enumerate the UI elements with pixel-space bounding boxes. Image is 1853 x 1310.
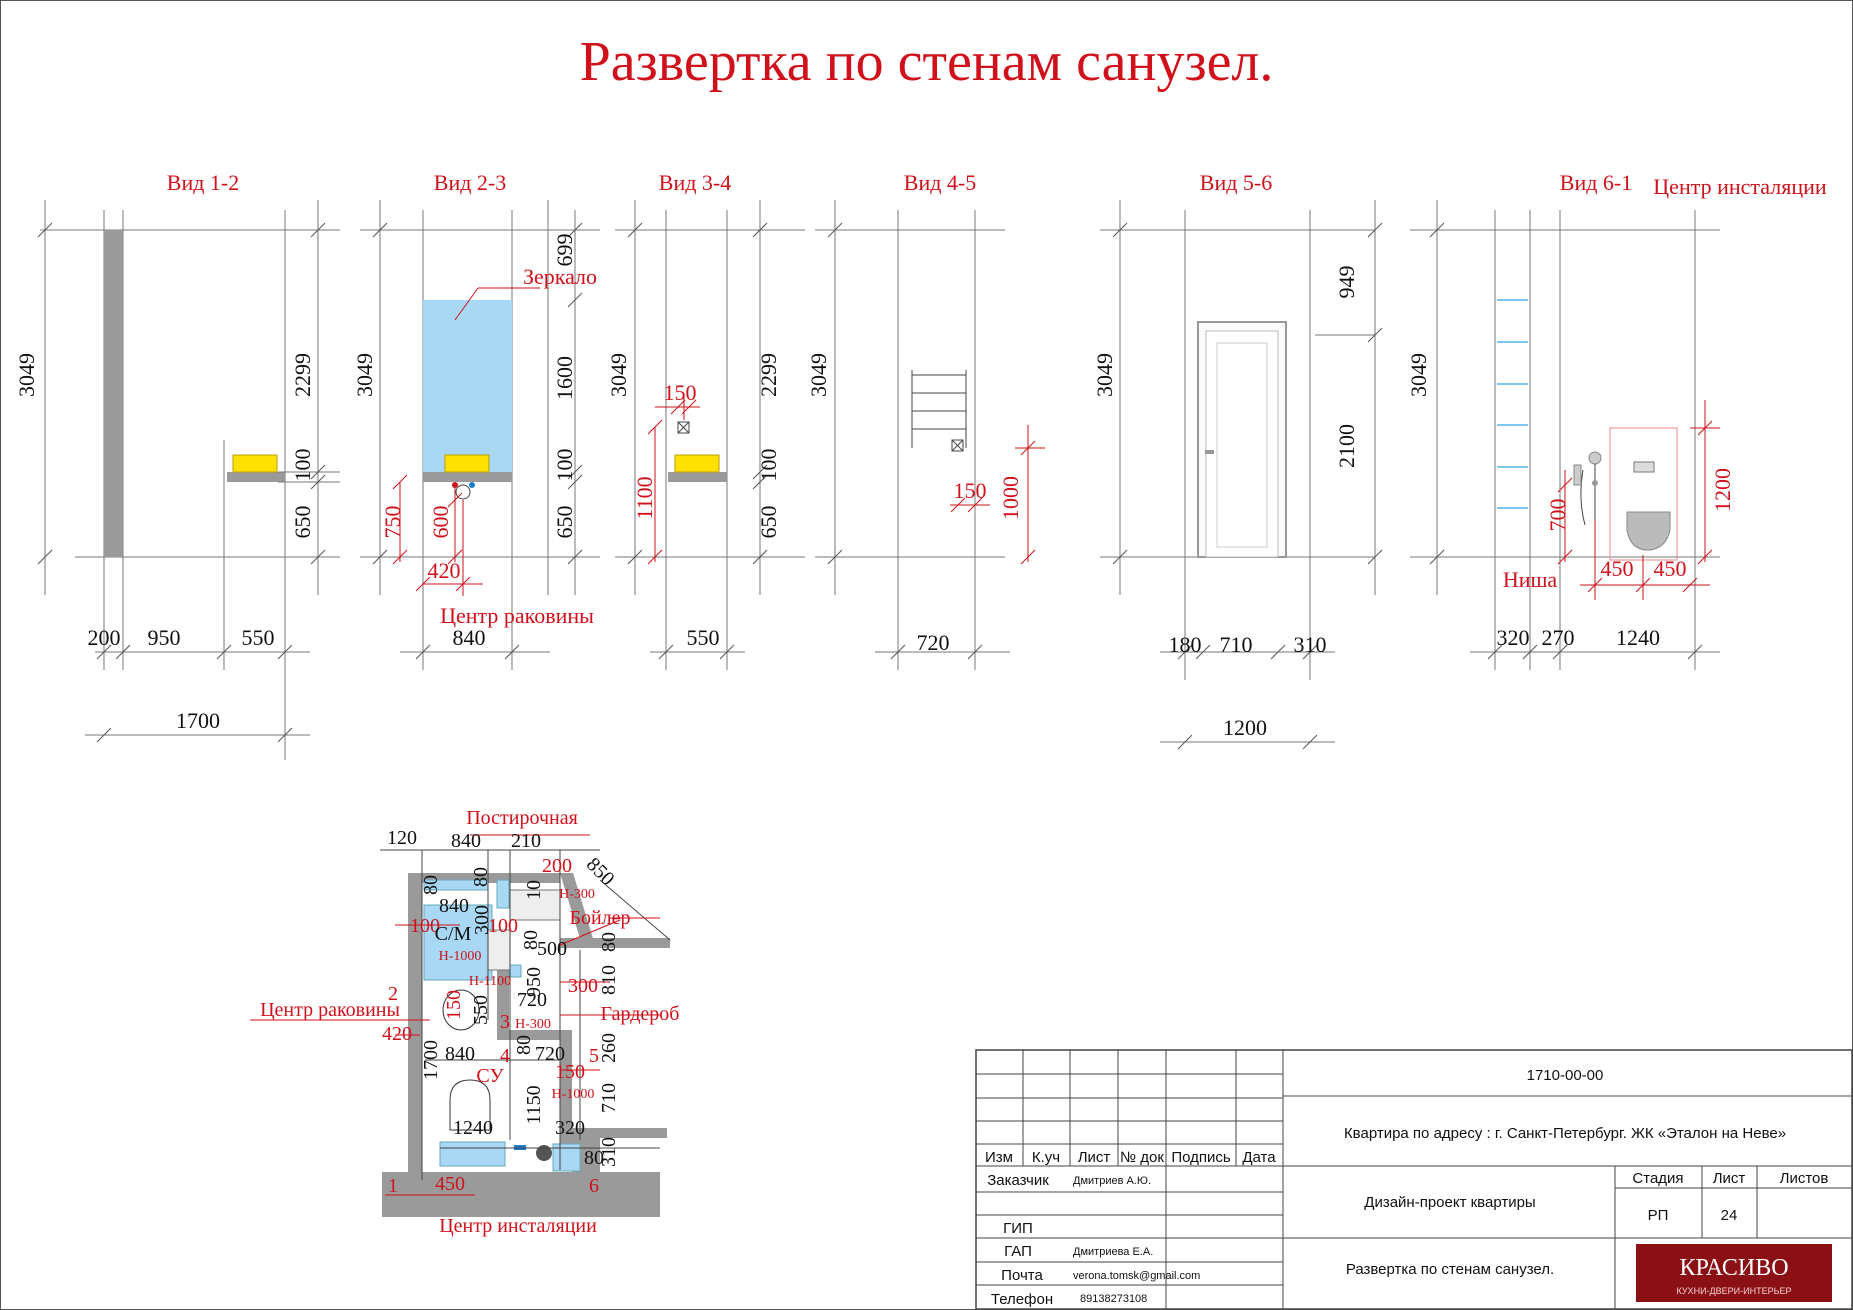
stage-value: РП (1647, 1207, 1669, 1224)
col-list: Лист (1077, 1149, 1111, 1166)
dim-2100: 2100 (1334, 424, 1359, 468)
plan-dim-80c: 80 (520, 930, 542, 950)
dim-height: 3049 (1092, 353, 1117, 397)
dim-550: 550 (686, 625, 720, 650)
col-doc: № док (1120, 1149, 1164, 1166)
plan-dim-80f: 80 (584, 1147, 604, 1169)
plan-dim-840b: 840 (445, 1043, 475, 1065)
plan-dim-80d: 80 (598, 932, 620, 952)
view-label-3-4: Вид 3-4 (658, 170, 732, 195)
view-label-1-2: Вид 1-2 (166, 170, 240, 195)
dim-100: 100 (756, 448, 781, 482)
plan-h300b: H-300 (515, 1017, 551, 1032)
plan-h1000a: H-1000 (438, 949, 482, 964)
plan-dim-80e: 80 (513, 1035, 535, 1055)
view-1-2 (14, 200, 340, 760)
dim-1200: 1200 (1223, 715, 1267, 740)
plan-install-center-label: Центр инсталяции (439, 1215, 597, 1237)
plan-dim-120: 120 (387, 827, 417, 849)
dim-750: 750 (380, 505, 405, 539)
flush-button-icon (1634, 462, 1654, 472)
dim-2299: 2299 (756, 353, 781, 397)
plan-dim-310: 310 (598, 1137, 620, 1167)
plan-dim-850: 850 (581, 853, 619, 891)
project-name: Дизайн-проект квартиры (1364, 1194, 1536, 1211)
plan-h300a: H-300 (559, 887, 595, 902)
plan-dim-1150: 1150 (523, 1085, 545, 1125)
plan-dim-840: 840 (439, 895, 469, 917)
plan-dim-500: 500 (537, 938, 567, 960)
dim-310: 310 (1293, 632, 1327, 657)
wall-section (104, 230, 123, 557)
mail-value: verona.tomsk@gmail.com (1073, 1270, 1201, 1282)
toilet-icon (1627, 512, 1670, 550)
plan-num-1: 1 (388, 1175, 398, 1197)
plan-num-6: 6 (589, 1175, 599, 1197)
plan-dim-100a: 100 (488, 915, 518, 937)
cold-water-icon (469, 482, 475, 488)
sink-icon (675, 455, 719, 472)
dim-1000: 1000 (998, 476, 1023, 520)
hot-water-icon (452, 482, 458, 488)
plan-dim-420: 420 (382, 1023, 412, 1045)
niche-label: Ниша (1502, 567, 1558, 592)
dim-height: 3049 (352, 353, 377, 397)
plan-dim-950: 950 (523, 967, 545, 997)
plan-dim-550: 550 (470, 995, 492, 1025)
gip-label: ГИП (1003, 1220, 1033, 1237)
install-center-note: Центр инсталяции (1653, 174, 1827, 199)
sink-icon (445, 455, 489, 472)
shower-icon (1574, 452, 1601, 525)
dim-1200: 1200 (1710, 468, 1735, 512)
customer-label: Заказчик (987, 1172, 1049, 1189)
dim-100: 100 (552, 448, 577, 482)
dim-710: 710 (1219, 632, 1253, 657)
plan-dim-100b: 100 (410, 915, 440, 937)
dim-200: 200 (87, 625, 121, 650)
col-sign: Подпись (1171, 1149, 1231, 1166)
plan-dim-300: 300 (471, 905, 493, 935)
dim-840: 840 (452, 625, 486, 650)
phone-value: 89138273108 (1080, 1293, 1148, 1305)
view-label-2-3: Вид 2-3 (433, 170, 507, 195)
drain-icon (536, 1145, 552, 1161)
dim-320: 320 (1496, 625, 1530, 650)
plan-dim-80a: 80 (420, 875, 442, 895)
dim-600: 600 (428, 505, 453, 539)
dim-1240: 1240 (1616, 625, 1660, 650)
dim-450-left: 450 (1600, 556, 1634, 581)
dim-700: 700 (1545, 498, 1570, 532)
view-4-5 (806, 200, 1045, 670)
view-label-4-5: Вид 4-5 (903, 170, 977, 195)
view-3-4 (606, 200, 805, 670)
mirror-label: Зеркало (522, 264, 598, 289)
dim-1100: 1100 (632, 476, 657, 520)
dim-650: 650 (290, 505, 315, 539)
wardrobe-label: Гардероб (600, 1003, 680, 1025)
plan-num-5: 5 (589, 1045, 599, 1067)
view-6-1 (1406, 200, 1735, 670)
title-block (976, 1050, 1852, 1309)
floor-plan (250, 807, 679, 1237)
sheet-value: 24 (1720, 1207, 1738, 1224)
dim-699: 699 (552, 233, 577, 267)
plan-sink-center-label: Центр раковины (260, 999, 400, 1021)
plan-dim-810: 810 (598, 965, 620, 995)
phone-label: Телефон (990, 1291, 1054, 1308)
view-label-5-6: Вид 5-6 (1199, 170, 1273, 195)
plan-dim-300: 300 (568, 975, 598, 997)
sink-center-label: Центр раковины (440, 603, 594, 628)
dim-420: 420 (427, 558, 461, 583)
plan-h1000b: H-1000 (551, 1087, 595, 1102)
plan-num-4: 4 (500, 1045, 510, 1067)
dim-height: 3049 (14, 353, 39, 397)
view-labels (167, 170, 1827, 199)
dim-650: 650 (552, 505, 577, 539)
col-izm: Изм (985, 1149, 1013, 1166)
dim-height: 3049 (806, 353, 831, 397)
plan-dim-260: 260 (598, 1033, 620, 1063)
dim-height: 3049 (1406, 353, 1431, 397)
plan-dim-450: 450 (435, 1173, 465, 1195)
counter-top (668, 472, 727, 482)
plan-dim-1240: 1240 (453, 1117, 493, 1139)
col-kuch: К.уч (1031, 1149, 1061, 1166)
dim-450-right: 450 (1653, 556, 1687, 581)
stage-label: Стадия (1632, 1170, 1684, 1187)
plan-dim-10: 10 (523, 880, 545, 900)
sheet-label: Лист (1712, 1170, 1746, 1187)
plan-dim-210: 210 (511, 830, 541, 852)
dim-1600: 1600 (552, 356, 577, 400)
plan-dim-80b: 80 (470, 867, 492, 887)
view-5-6 (1092, 200, 1382, 749)
dim-2299: 2299 (290, 353, 315, 397)
mail-label: Почта (1001, 1267, 1043, 1284)
plan-dim-1700: 1700 (420, 1040, 442, 1080)
customer-name: Дмитриев А.Ю. (1073, 1175, 1152, 1187)
logo-text: КРАСИВО (1679, 1255, 1789, 1281)
dim-720: 720 (916, 630, 950, 655)
drawing-code: 1710-00-00 (1526, 1067, 1604, 1084)
sheets-label: Листов (1779, 1170, 1829, 1187)
plan-dim-150a: 150 (443, 990, 465, 1020)
mirror (423, 300, 512, 472)
dim-270: 270 (1541, 625, 1575, 650)
plan-h1100: H-1100 (468, 974, 512, 989)
plan-dim-200: 200 (542, 855, 572, 877)
pantry-label: Постирочная (466, 807, 578, 829)
plan-dim-710: 710 (598, 1083, 620, 1113)
address: Квартира по адресу : г. Санкт-Петербург. ЖК «Эталон на Неве» (1343, 1125, 1787, 1142)
counter-top (227, 472, 285, 482)
sink-icon (233, 455, 277, 472)
dim-150: 150 (953, 478, 987, 503)
plan-dim-720a: 720 (517, 989, 547, 1011)
dim-950: 950 (147, 625, 181, 650)
dim-650: 650 (756, 505, 781, 539)
plan-dim-150b: 150 (555, 1061, 585, 1083)
wc-label: СУ (476, 1065, 504, 1087)
logo (1636, 1244, 1832, 1302)
col-date: Дата (1242, 1149, 1276, 1166)
dim-949: 949 (1334, 265, 1359, 299)
dim-100: 100 (290, 448, 315, 482)
view-label-6-1: Вид 6-1 (1559, 170, 1633, 195)
boiler-label: Бойлер (569, 907, 631, 929)
plan-num-2: 2 (388, 983, 398, 1005)
dim-1700: 1700 (176, 708, 220, 733)
gap-name: Дмитриева Е.А. (1073, 1246, 1154, 1258)
sheet-title: Развертка по стенам санузел. (1345, 1261, 1555, 1278)
counter-top (423, 472, 512, 482)
logo-subtitle: КУХНИ-ДВЕРИ-ИНТЕРЬЕР (1676, 1286, 1792, 1296)
niche-shelves (1497, 300, 1528, 508)
dim-550: 550 (241, 625, 275, 650)
dim-height: 3049 (606, 353, 631, 397)
towel-rail-icon (912, 370, 966, 448)
dim-150: 150 (663, 380, 697, 405)
plan-num-3: 3 (500, 1011, 510, 1033)
washer-label: С/М (434, 923, 472, 945)
door-icon (1198, 322, 1286, 557)
page-title: Развертка по стенам санузел. (579, 31, 1274, 93)
plan-dim-840-top: 840 (451, 830, 481, 852)
plan-dim-320: 320 (555, 1117, 585, 1139)
plan-dim-720b: 720 (535, 1043, 565, 1065)
gap-label: ГАП (1004, 1243, 1032, 1260)
view-2-3 (352, 200, 600, 670)
dim-180: 180 (1168, 632, 1202, 657)
